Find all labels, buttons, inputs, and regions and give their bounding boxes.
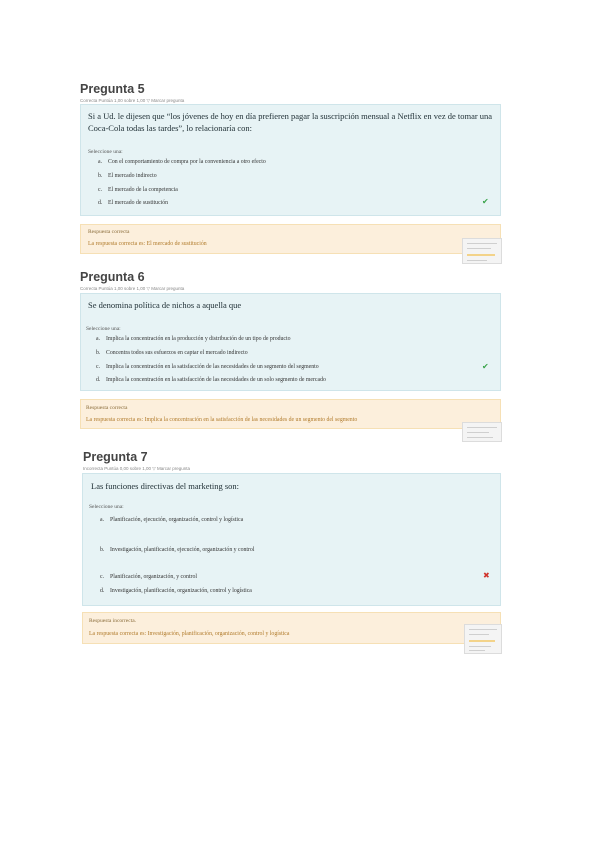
select-one-label: Seleccione una: [89,504,124,510]
correct-answer-text: La respuesta correcta es: El mercado de sustitución [88,241,207,247]
option-letter: c. [100,574,105,580]
thumbnail-image [462,238,502,264]
question-text: Se denomina política de nichos a aquella que [88,300,242,310]
answer-option[interactable] [98,173,157,179]
thumbnail-image [462,422,502,442]
answer-option[interactable] [96,364,319,370]
option-letter: b. [96,350,101,356]
option-text: Implica la concentración en la producción y distribución de un tipo de producto [106,336,291,342]
question-meta: Incorrecta Puntúa 0,00 sobre 1,00 ▽ Marcar pregunta [83,466,191,471]
option-letter: a. [98,159,103,165]
option-letter: c. [96,364,101,370]
answer-option[interactable] [100,574,197,580]
question-title: Pregunta 7 [83,450,148,464]
feedback-title: Respuesta correcta [88,229,130,235]
option-letter: b. [98,173,103,179]
option-text: Implica la concentración en la satisfacción de las necesidades de un segmento del segmento [106,364,319,370]
answer-option[interactable] [96,336,290,342]
question-box [80,293,501,391]
option-text: Implica la concentración en la satisfacción de las necesidades de un solo segmento de mercado [106,377,326,383]
answer-option[interactable] [98,159,266,165]
check-icon: ✔ [482,362,489,371]
question-box [82,473,501,606]
feedback-title: Respuesta incorrecta. [89,618,137,624]
option-letter: d. [98,200,103,206]
option-text: Investigación, planificación, ejecución, organización y control [110,547,255,553]
select-one-label: Seleccione una: [86,326,121,332]
option-letter: c. [98,187,103,193]
option-text: Planificación, ejecución, organización, control y logística [110,517,244,523]
feedback-title: Respuesta correcta [86,405,128,411]
option-text: Concentra todos sus esfuerzos en captar el mercado indirecto [106,350,248,356]
answer-option[interactable] [96,350,248,356]
option-text: Investigación, planificación, organización, control y logística [110,588,252,594]
option-text: El mercado indirecto [108,173,157,179]
answer-option[interactable] [100,547,254,553]
select-one-label: Seleccione una: [88,149,123,155]
check-icon: ✔ [482,197,489,206]
question-text: Si a Ud. le dijesen que “los jóvenes de hoy en día prefieren pagar la suscripción mensual a Netflix en vez de tomar una Coca-Cola todas las tardes”, lo relacionaría con: [88,111,493,133]
question-meta: Correcta Puntúa 1,00 sobre 1,00 ▽ Marcar pregunta [80,98,185,103]
cross-icon: ✖ [483,571,490,580]
option-letter: a. [96,336,101,342]
answer-option[interactable] [98,200,168,206]
answer-option[interactable] [98,187,178,193]
option-text: Planificación, organización, y control [110,574,197,580]
question-box [80,104,501,216]
question-title: Pregunta 5 [80,82,145,96]
correct-answer-text: La respuesta correcta es: Implica la concentración en la satisfacción de las necesidades de un segmento del segmento [86,417,358,423]
feedback-box [80,399,501,429]
option-letter: d. [100,588,105,594]
option-letter: b. [100,547,105,553]
option-text: El mercado de sustitución [108,200,169,206]
feedback-box [82,612,501,644]
option-text: El mercado de la competencia [108,187,178,193]
answer-option[interactable] [100,517,243,523]
question-text: Las funciones directivas del marketing son: [91,481,239,491]
option-letter: d. [96,377,101,383]
thumbnail-image [464,624,502,654]
answer-option[interactable] [100,588,252,594]
answer-option[interactable] [96,377,326,383]
option-letter: a. [100,517,105,523]
feedback-box [80,224,501,254]
correct-answer-text: La respuesta correcta es: Investigación, planificación, organización, control y logística [89,631,290,637]
question-meta: Correcta Puntúa 1,00 sobre 1,00 ▽ Marcar pregunta [80,286,185,291]
question-title: Pregunta 6 [80,270,145,284]
option-text: Con el comportamiento de compra por la conveniencia a otro efecto [108,159,266,165]
